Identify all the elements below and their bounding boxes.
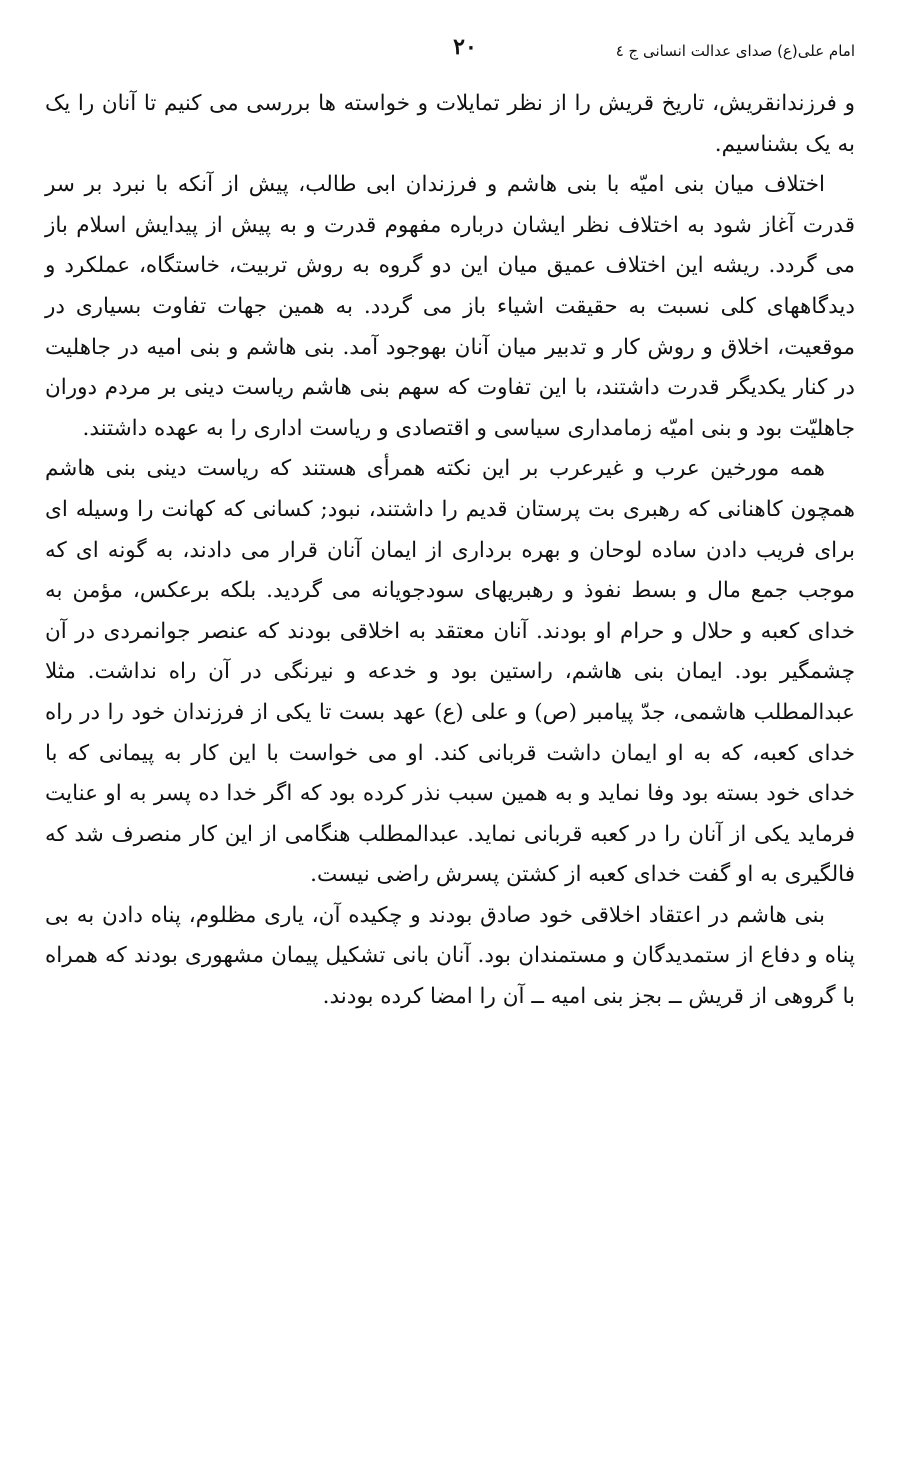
paragraph: همه مورخین عرب و غیرعرب بر این نکته همرأی هستند که ریاست دینی بنی هاشم همچون کاهنانی که رهبری بت پرستان قدیم را داشتند، نبود; کسانی که کهانت را وسیله ای برای فریب دادن ساده لوحان و بهره برداری از ایمان آنان قرار می دادند، به گونه ای که موجب جمع مال و بسط نفوذ و رهبریهای سودجویانه می گردید. بلکه برعکس، مؤمن به خدای کعبه و حلال و حرام او بودند. آنان معتقد به اخلاقی بودند که عنصر جوانمردی در آن چشمگیر بود. ایمان بنی هاشم، راستین بود و خدعه و نیرنگی در آن راه نداشت. مثلا عبدالمطلب هاشمی، جدّ پیامبر (ص) و علی (ع) عهد بست تا یکی از فرزندان خود را در راه خدای کعبه، که به او ایمان داشت قربانی کند. او می خواست با این کار به پیمانی که با خدای خود بسته بود وفا نماید و به همین سبب نذر کرده بود که اگر خدا ده پسر به او عنایت فرماید یکی از آنان را در کعبه قربانی نماید. عبدالمطلب هنگامی از این کار منصرف شد که فالگیری به او گفت خدای کعبه از کشتن پسرش راضی نیست. (45, 456, 855, 888)
paragraph: اختلاف میان بنی امیّه با بنی هاشم و فرزندان ابی طالب، پیش از آنکه با نبرد بر سر قدرت آغاز شود به اختلاف نظر ایشان درباره مفهوم قدرت و به پیش از پیدایش اسلام باز می گردد. ریشه این اختلاف عمیق میان این دو گروه به روش تربیت، خاستگاه، عملکرد و دیدگاههای کلی نسبت به حقیقت اشیاء باز می گردد. به همین جهات تفاوت بسیاری در موقعیت، اخلاق و روش کار و تدبیر میان آنان بهوجود آمد. بنی هاشم و بنی امیه در جاهلیت در کنار یکدیگر قدرت داشتند، با این تفاوت که سهم بنی هاشم ریاست دینی بر مردم دوران جاهلیّت بود و بنی امیّه زمامداری سیاسی و اقتصادی و ریاست اداری را به عهده داشتند. (45, 172, 855, 441)
page-number: ۲۰ (453, 34, 477, 60)
page-header (45, 30, 855, 70)
paragraph: بنی هاشم در اعتقاد اخلاقی خود صادق بودند و چکیده آن، یاری مظلوم، پناه دادن به بی پناه و دفاع از ستمدیدگان و مستمندان بود. آنان بانی تشکیل پیمان مشهوری بودند که همراه با گروهی از قریش ــ بجز بنی امیه ــ آن را امضا کرده بودند. (45, 902, 855, 1010)
body-text (45, 84, 855, 1018)
paragraph-continuation: و فرزندانقریش، تاریخ قریش را از نظر تمایلات و خواسته ها بررسی می کنیم تا آنان را یک به یک بشناسیم. (45, 91, 855, 157)
running-title: امام علی(ع) صدای عدالت انسانی ج ٤ (615, 42, 855, 60)
